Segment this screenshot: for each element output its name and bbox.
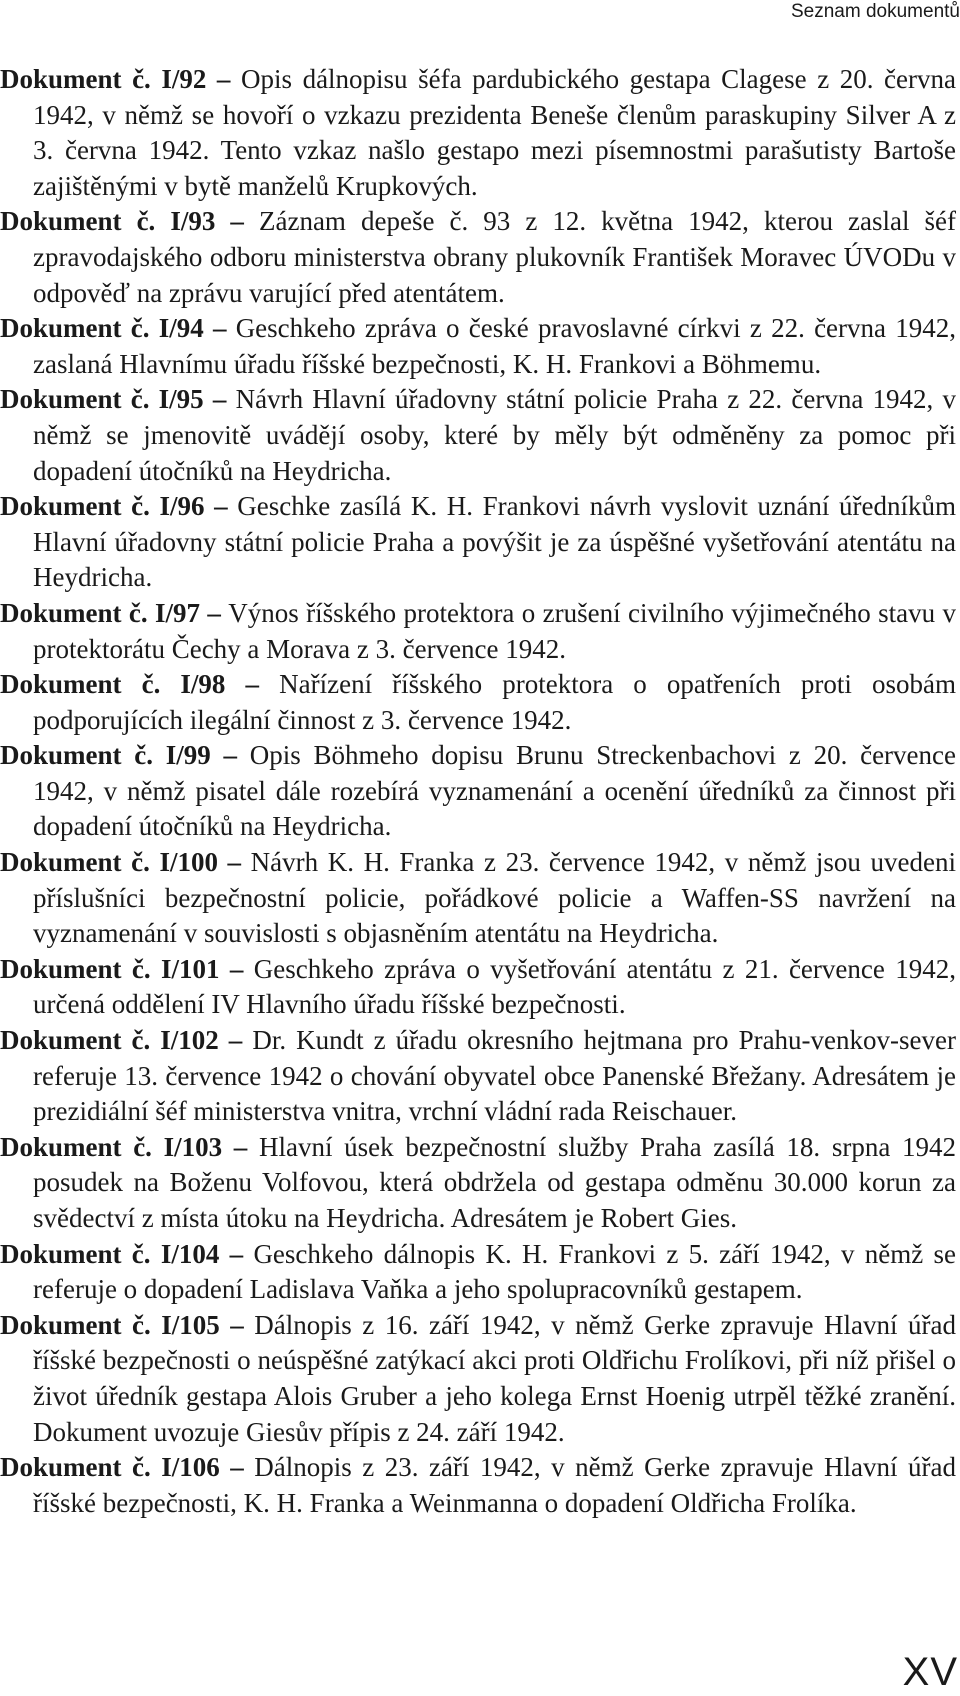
document-label: Dokument č. I/94 –: [0, 313, 227, 344]
document-label: Dokument č. I/97 –: [0, 597, 221, 628]
document-label: Dokument č. I/106 –: [0, 1452, 244, 1483]
document-label: Dokument č. I/100 –: [0, 847, 242, 878]
document-description: Geschke zasílá K. H. Frankovi návrh vyslovit uznání úředníkům Hlavní úřadovny státní policie Praha a povýšit je za úspěšné vyšetřování atentátu na Heydricha.: [33, 491, 957, 593]
document-description: Opis dálnopisu šéfa pardubického gestapa Clagese z 20. června 1942, v němž se hovoří o vzkazu prezidenta Beneše členům paraskupiny Silver A z 3. června 1942. Tento vzkaz našlo gestapo mezi písemnostmi parašutisty Bartoše zajištěnými v bytě manželů Krupkových.: [33, 64, 956, 201]
list-item: [0, 845, 956, 952]
document-description: Dr. Kundt z úřadu okresního hejtmana pro Prahu-venkov-sever referuje 13. července 1942 o chování obyvatel obce Panenské Břežany. Adresátem je prezidiální šéf ministerstva vnitra, vrchní vládní rada Reischauer.: [33, 1025, 956, 1127]
document-label: Dokument č. I/101 –: [0, 953, 244, 984]
list-item: [0, 1308, 956, 1450]
document-description: Geschkeho zpráva o české pravoslavné církvi z 22. června 1942, zaslaná Hlavnímu úřadu říšské bezpečnosti, K. H. Frankovi a Böhmemu.: [33, 313, 956, 379]
list-item: [0, 1450, 956, 1521]
document-label: Dokument č. I/103 –: [0, 1131, 248, 1162]
list-item: [0, 382, 956, 489]
document-label: Dokument č. I/98 –: [0, 669, 260, 700]
document-list: [0, 62, 956, 1521]
page-number: XV: [902, 1650, 958, 1694]
document-description: Hlavní úsek bezpečnostní služby Praha zasílá 18. srpna 1942 posudek na Boženu Volfovou, která obdržela od gestapa odměnu 30.000 korun za svědectví z místa útoku na Heydricha. Adresátem je Robert Gies.: [33, 1131, 956, 1233]
document-label: Dokument č. I/102 –: [0, 1025, 243, 1056]
document-description: Návrh K. H. Franka z 23. července 1942, v němž jsou uvedeni příslušníci bezpečnostní policie, pořádkové policie a Waffen-SS navržení na vyznamenání v souvislosti s objasněním atentátu na Heydricha.: [33, 847, 956, 949]
document-description: Návrh Hlavní úřadovny státní policie Praha z 22. června 1942, v němž se jmenovitě uvádějí osoby, které by měly být odměněny za pomoc při dopadení útočníků na Heydricha.: [33, 384, 957, 486]
list-item: [0, 596, 956, 667]
list-item: [0, 738, 956, 845]
list-item: [0, 1237, 956, 1308]
document-label: Dokument č. I/92 –: [0, 64, 231, 94]
document-label: Dokument č. I/93 –: [0, 206, 244, 237]
running-header: Seznam dokumentů: [791, 1, 960, 22]
list-item: [0, 62, 956, 204]
list-item: [0, 667, 956, 738]
document-description: Nařízení říšského protektora o opatřeních proti osobám podporujících ilegální činnost z 3. července 1942.: [33, 669, 956, 735]
list-item: [0, 311, 956, 382]
document-description: Geschkeho dálnopis K. H. Frankovi z 5. září 1942, v němž se referuje o dopadení Ladislava Vaňka a jeho spolupracovníků gestapem.: [33, 1238, 956, 1305]
document-description: Záznam depeše č. 93 z 12. května 1942, kterou zaslal šéf zpravodajského odboru ministerstva obrany plukovník František Moravec ÚVODu v odpověď na zprávu varující před atentátem.: [33, 206, 957, 308]
list-item: [0, 204, 956, 311]
document-description: Opis Böhmeho dopisu Brunu Streckenbachovi z 20. července 1942, v němž pisatel dále rozebírá vyznamenání a ocenění úředníků za činnost při dopadení útočníků na Heydricha.: [33, 740, 956, 842]
document-label: Dokument č. I/105 –: [0, 1309, 244, 1340]
document-description: Geschkeho zpráva o vyšetřování atentátu z 21. července 1942, určená oddělení IV Hlavního úřadu říšské bezpečnosti.: [33, 953, 956, 1020]
document-description: Dálnopis z 23. září 1942, v němž Gerke zpravuje Hlavní úřad říšské bezpečnosti, K. H. Franka a Weinmanna o dopadení Oldřicha Frolíka.: [33, 1452, 956, 1518]
list-item: [0, 489, 956, 596]
document-label: Dokument č. I/95 –: [0, 384, 227, 415]
document-label: Dokument č. I/104 –: [0, 1238, 244, 1269]
document-description: Výnos říšského protektora o zrušení civilního výjimečného stavu v protektorátu Čechy a Morava z 3. července 1942.: [33, 597, 957, 664]
list-item: [0, 1130, 956, 1237]
document-label: Dokument č. I/99 –: [0, 740, 237, 771]
document-label: Dokument č. I/96 –: [0, 491, 228, 522]
list-item: [0, 1023, 956, 1130]
document-description: Dálnopis z 16. září 1942, v němž Gerke zpravuje Hlavní úřad říšské bezpečnosti o neúspěšné zatýkací akci proti Oldřichu Frolíkovi, při níž přišel o život úředník gestapa Alois Gruber a jeho kolega Ernst Hoenig utrpěl těžké zranění. Dokument uvozuje Giesův přípis z 24. září 1942.: [33, 1309, 956, 1447]
list-item: [0, 952, 956, 1023]
